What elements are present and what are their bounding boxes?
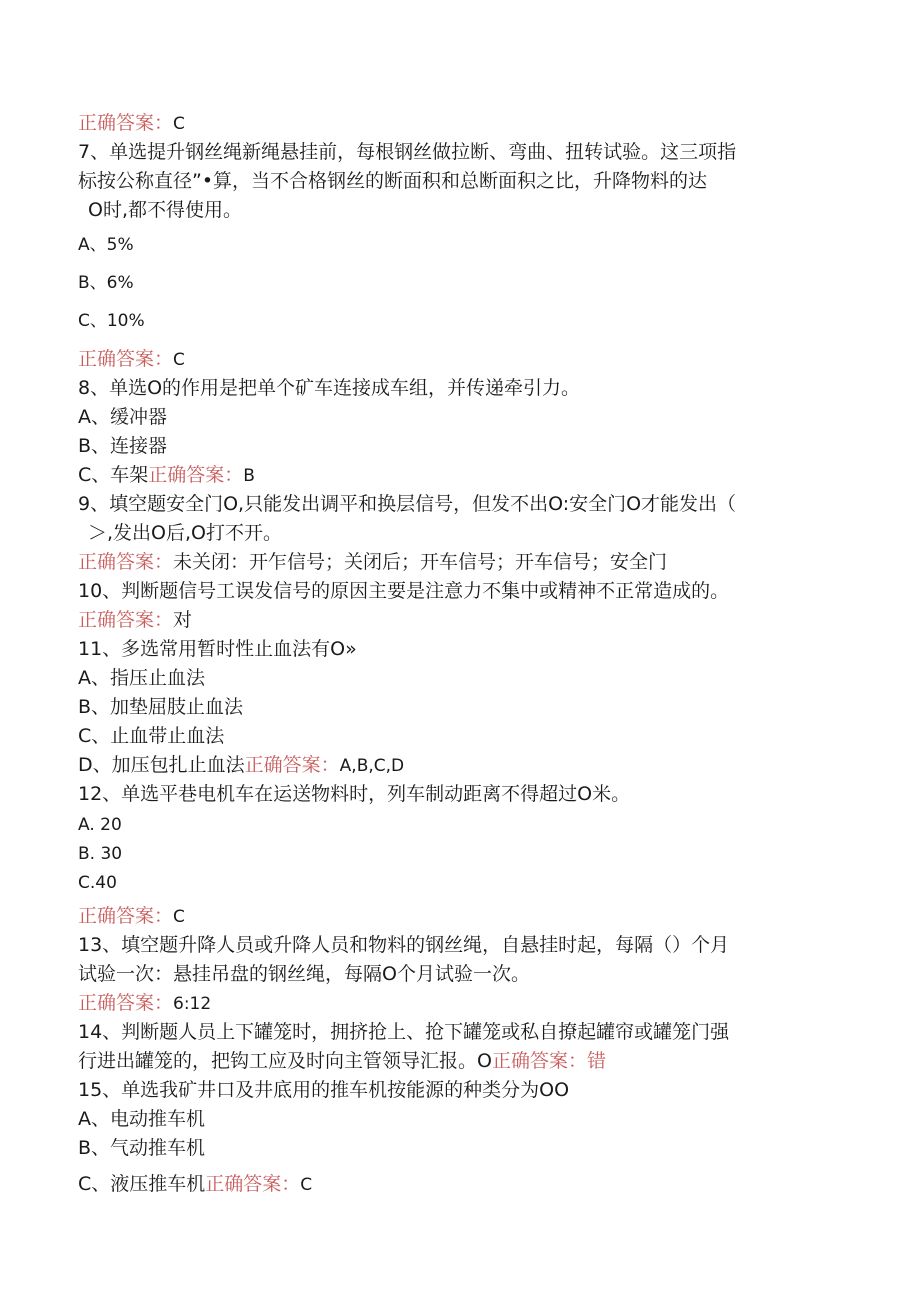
question-text: 14、判断题人员上下罐笼时，拥挤抢上、抢下罐笼或私自撩起罐帘或罐笼门强	[78, 1021, 730, 1043]
option-text: C、止血带止血法	[78, 725, 225, 747]
option-text: A、缓冲器	[78, 406, 167, 428]
question-text: 8、单选O的作用是把单个矿车连接成车组，并传递牵引力。	[78, 377, 581, 399]
question-text: 10、判断题信号工误发信号的原因主要是注意力不集中或精神不正常造成的。	[78, 580, 730, 602]
option-text: B、气动推车机	[78, 1137, 206, 1159]
answer-label: 正确答案：	[148, 464, 244, 486]
question-text: 12、单选平巷电机车在运送物料时，列车制动距离不得超过O米。	[78, 783, 631, 805]
answer-label: 正确答案：	[78, 992, 174, 1014]
option-text: C.40	[78, 873, 117, 893]
option-text: B、6%	[78, 273, 134, 293]
option-text: C、10%	[78, 311, 145, 331]
answer-value: 对	[173, 609, 193, 631]
answer-line	[78, 1171, 312, 1198]
question-text: 7、单选提升钢丝绳新绳悬挂前，每根钢丝做拉断、弯曲、扭转试验。这三项指	[78, 141, 737, 163]
option-text: B、加垫屈肢止血法	[78, 696, 244, 718]
question-text: 标按公称直径”•算，当不合格钢丝的断面积和总断面积之比，升降物料的达	[78, 170, 708, 192]
answer-value: B	[243, 466, 255, 486]
question-text: 15、单选我矿井口及井底用的推车机按能源的种类分为OO	[78, 1079, 570, 1101]
answer-value: 6:12	[173, 994, 212, 1014]
option-text: B. 30	[78, 844, 123, 864]
answer-line	[78, 110, 185, 137]
answer-value: 未关闭：开乍信号；关闭后；开车信号；开车信号；安全门	[173, 551, 668, 573]
answer-label: 正确答案：	[491, 1050, 587, 1072]
option-text: A. 20	[78, 815, 122, 835]
option-text: A、5%	[78, 235, 134, 255]
answer-label: 正确答案：	[78, 112, 174, 134]
option-text: B、连接器	[78, 435, 168, 457]
answer-line	[78, 752, 404, 779]
question-text: ＞,发出O后,O打不开。	[88, 522, 282, 544]
answer-line	[78, 990, 211, 1017]
question-text: 11、多选常用暂时性止血法有O»	[78, 638, 357, 660]
answer-value: A,B,C,D	[339, 756, 405, 776]
answer-value: 错	[586, 1050, 606, 1072]
question-text: 13、填空题升降人员或升降人员和物料的钢丝绳，自悬挂时起，每隔（）个月	[78, 934, 730, 956]
question-text: O时,都不得使用。	[88, 199, 242, 221]
question-text: 试验一次：悬挂吊盘的钢丝绳，每隔O个月试验一次。	[78, 963, 530, 985]
question-text: 9、填空题安全门O,只能发出调平和换层信号，但发不出O:安全门O才能发出（	[78, 493, 737, 515]
option-text: A、指压止血法	[78, 667, 205, 689]
answer-line	[78, 607, 192, 633]
option-text: C、车架	[78, 464, 149, 486]
answer-label: 正确答案：	[78, 348, 174, 370]
answer-label: 正确答案：	[78, 551, 174, 573]
answer-label: 正确答案：	[78, 905, 174, 927]
answer-line	[78, 1048, 606, 1074]
answer-label: 正确答案：	[244, 754, 340, 776]
answer-line	[78, 346, 185, 373]
answer-value: C	[173, 114, 185, 134]
answer-value: C	[173, 350, 185, 370]
option-text: D、加压包扎止血法	[78, 754, 245, 776]
option-text: C、液压推车机	[78, 1173, 206, 1195]
question-text: 行进出罐笼的，把钩工应及时向主管领导汇报。O	[78, 1050, 492, 1072]
answer-value: C	[173, 907, 185, 927]
answer-value: C	[300, 1175, 313, 1195]
answer-label: 正确答案：	[78, 609, 174, 631]
answer-line	[78, 903, 185, 930]
answer-line	[78, 462, 255, 489]
option-text: A、电动推车机	[78, 1108, 205, 1130]
answer-line	[78, 549, 667, 575]
answer-label: 正确答案：	[205, 1173, 301, 1195]
